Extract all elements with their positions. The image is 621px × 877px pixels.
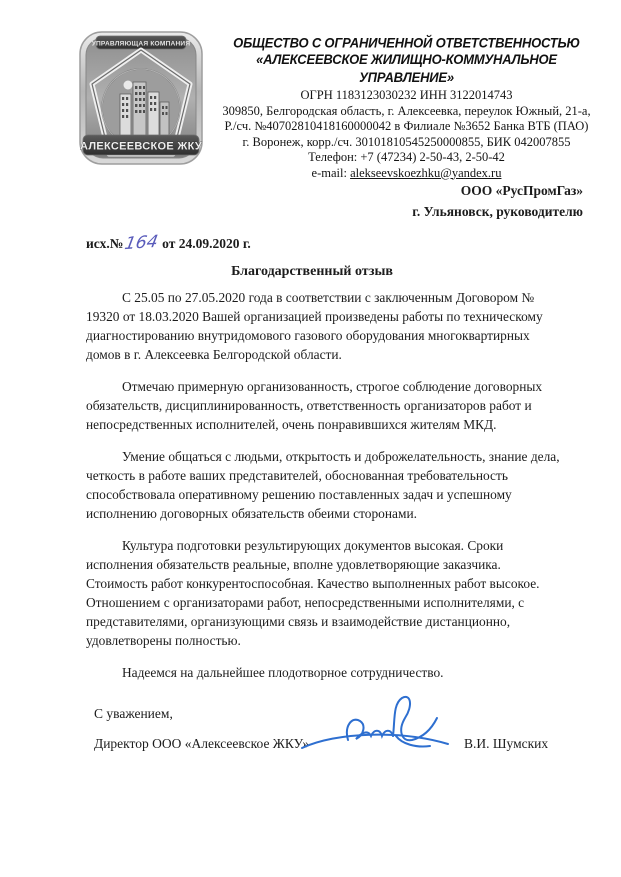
ref-prefix: исх.№ (86, 236, 124, 251)
email-line (208, 166, 605, 182)
phone-line: Телефон: +7 (47234) 2-50-43, 2-50-42 (308, 150, 505, 164)
letterhead-text (208, 28, 605, 181)
letter-title: Благодарственный отзыв (231, 264, 393, 279)
org-name-line1: ОБЩЕСТВО С ОГРАНИЧЕННОЙ ОТВЕТСТВЕННОСТЬЮ (233, 34, 580, 51)
letter-body (86, 288, 562, 695)
paragraph-4: Культура подготовки результирующих документов высокая. Сроки исполнения обязательств реальные, вполне удовлетворяющие заказчика. Стоимость работ конкурентоспособная. Качество выполненных работ высокое. Отношением с организаторами работ, непосредственными исполнителями, с представителями, организующими связь и взаимодействие дистанционно, удовлетворены полностью. (86, 538, 540, 648)
paragraph-2: Отмечаю примерную организованность, строгое соблюдение договорных обязательств, дисциплинированность, ответственность организаторов работ и непосредственных исполнителей, очень понравившихся жителям МКД. (86, 379, 543, 432)
email-link[interactable]: alekseevskoezhku@yandex.ru (350, 165, 502, 180)
paragraph-3: Умение общаться с людьми, открытость и доброжелательность, знание дела, четкость в работе ваших представителей, обоснованная требовательность способствовала оперативному решению поставленных задач и успешному исполнению договорных обязательств обеими сторонами. (86, 449, 560, 521)
recipient-company: ООО «РусПромГаз» (460, 183, 583, 198)
ref-number-handwritten: 164 (123, 231, 160, 255)
letterhead (74, 28, 605, 181)
recipient-city-role: г. Ульяновск, руководителю (412, 204, 583, 219)
recipient-block (412, 180, 583, 222)
ref-date: от 24.09.2020 г. (162, 236, 251, 251)
logo-bottom-text: АЛЕКСЕЕВСКОЕ ЖКУ (79, 140, 203, 153)
company-logo-icon (74, 28, 208, 170)
org-name-line2: «АЛЕКСЕЕВСКОЕ ЖИЛИЩНО-КОММУНАЛЬНОЕ УПРАВЛЕНИЕ» (256, 51, 557, 85)
corr-account: г. Воронеж, корр./сч. 30101810545250000855, БИК 042007855 (242, 134, 571, 149)
ogrn-inn: ОГРН 1183123030232 ИНН 3122014743 (300, 88, 513, 102)
outgoing-reference (86, 231, 251, 255)
paragraph-1: С 25.05 по 27.05.2020 года в соответствии с заключенным Договором № 19320 от 18.03.2020 Вашей организацией произведены работы по техническому диагностированию внутридомового газового оборудования многоквартирных домов в г. Алексеевка Белгородской области. (86, 290, 543, 362)
closing-salutation: С уважением, (94, 706, 173, 721)
company-logo (74, 28, 208, 170)
handwritten-signature (296, 690, 476, 762)
email-label: e-mail: (311, 165, 351, 180)
signer-position: Директор ООО «Алексеевское ЖКУ» (94, 736, 310, 751)
paragraph-5: Надеемся на дальнейшее плодотворное сотрудничество. (122, 665, 444, 680)
bank-account: Р./сч. №40702810418160000042 в Филиале №3652 Банка ВТБ (ПАО) (224, 119, 589, 133)
logo-top-text: УПРАВЛЯЮЩАЯ КОМПАНИЯ (91, 40, 191, 48)
postal-address: 309850, Белгородская область, г. Алексеевка, переулок Южный, 21-а, (222, 103, 591, 118)
signer-name: В.И. Шумских (464, 736, 549, 751)
